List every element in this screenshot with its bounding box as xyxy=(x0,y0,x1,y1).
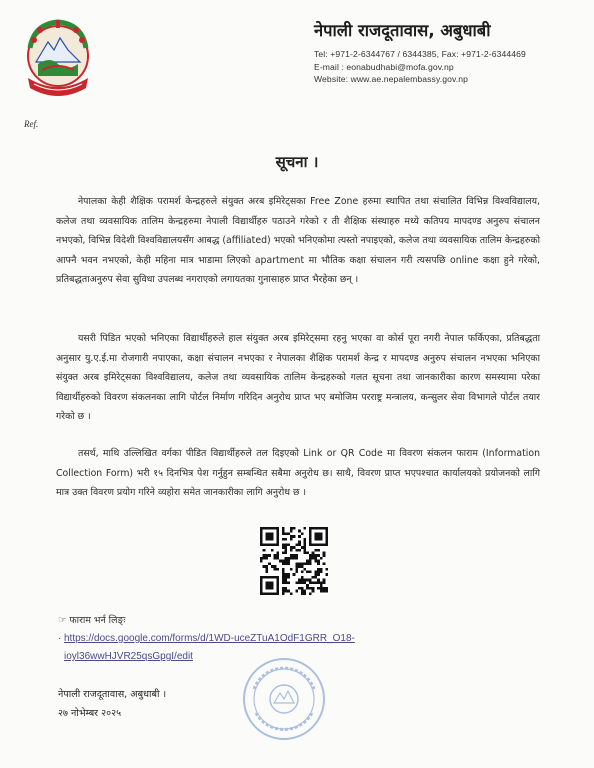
notice-title: सूचना । xyxy=(275,153,319,171)
paragraph-1 xyxy=(56,192,540,290)
paragraph-3 xyxy=(56,444,540,503)
qr-code-icon[interactable] xyxy=(260,527,328,595)
pointer-icon: ☞ xyxy=(58,615,67,626)
paragraph-1-text: नेपालका केही शैक्षिक परामर्श केन्द्रहरुले संयुक्त अरब इमिरेट्सका Free Zone हरुमा स्थापित तथा संचालित विभिन्न विश्वविद्यालय, कलेज तथा व्यवसायिक तालिम केन्द्रहरुमा नेपाली विद्यार्थीहरु पठाउने गरेको र ती शैक्षिक संस्थाहरु मध्ये कतिपय मापदण्ड अनुरुप संचालन नभएको, विभिन्न विदेशी विश्वविद्यालयसँग आबद्ध (affiliated) भएको भनिएकोमा त्यस्तो नपाइएको, कलेज तथा व्यवसायिक तालिम केन्द्रहरुको आफ्नै भवन नभएको, केही महिना मात्र भाडामा लिएको apartment मा भौतिक कक्षा संचालन गरी त्यसपछि online कक्षा हुने गरेको, प्रतिबद्धताअनुरुप सेवा सुविधा उपलब्ध नगराएको लगायतका गुनासाहरु प्राप्त भैरहेका छन् । xyxy=(56,196,540,286)
nepal-emblem-icon xyxy=(20,18,96,104)
email-address: E-mail : eonabudhabi@mofa.gov.np xyxy=(314,61,454,72)
form-label-text: फाराम भर्न लिङ्ः xyxy=(69,615,126,626)
form-link-line-1: https://docs.google.com/forms/d/1WD-uceZTuA1OdF1GRR_O18- xyxy=(64,633,355,644)
contact-info xyxy=(314,48,546,86)
form-link-label xyxy=(58,613,125,626)
paragraph-2 xyxy=(56,329,540,427)
tel-fax: Tel: +971-2-6344767 / 6344385, Fax: +971-2-6344469 xyxy=(314,49,526,59)
link-bullet-icon: · xyxy=(58,633,62,644)
reference-label: Ref. xyxy=(24,119,39,129)
website: Website: www.ae.nepalembassy.gov.np xyxy=(314,74,468,84)
notice-date: २७ नोभेम्बर २०२५ xyxy=(58,708,122,719)
embassy-name: नेपाली राजदूतावास, अबुधाबी xyxy=(314,21,491,40)
signatory-office: नेपाली राजदूतावास, अबुधाबी । xyxy=(58,689,167,700)
paragraph-3-text: तसर्थ, माथि उल्लिखित वर्गका पीडित विद्यार्थीहरुले तल दिइएको Link or QR Code मा विवरण संकलन फाराम (Information Collection Form) भरी १५ दिनभित्र पेश गर्नुहुन सम्बन्धित सबैमा अनुरोध छ। साथै, विवरण प्राप्त भएपश्चात कार्यालयको प्रयोजनको लागि मात्र उक्त विवरण प्रयोग गरिने व्यहोरा समेत जानकारीका लागि अनुरोध छ । xyxy=(56,448,540,499)
embassy-seal-icon xyxy=(240,655,328,743)
embassy-header xyxy=(314,18,546,86)
form-link-line-2: ioyl36wwHJVR25qsGpgI/edit xyxy=(64,651,193,662)
paragraph-2-text: यसरी पिडित भएको भनिएका विद्यार्थीहरुले हाल संयुक्त अरब इमिरेट्समा रहनु भएका वा कोर्स पूरा नगरी नेपाल फर्किएका, प्रतिबद्धता अनुसार यु.ए.ई.मा रोजगारी नपाएका, कक्षा संचालन नभएका र नेपालका शैक्षिक परामर्श केन्द्र र मापदण्ड अनुरुप संचालन नभएका भनिएका संयुक्त अरब इमिरेट्सका विश्वविद्यालय, कलेज तथा व्यवसायिक तालिम केन्द्रहरुको गलत सूचना तथा जानकारीका कारण समस्यामा परेका विद्यार्थीहरुको विवरण संकलनका लागि पोर्टल निर्माण गरिदिन अनुरोध प्राप्त भए बमोजिम परराष्ट्र मन्त्रालय, कन्सुलर सेवा विभागले पोर्टल तयार गरेको छ । xyxy=(56,333,540,423)
